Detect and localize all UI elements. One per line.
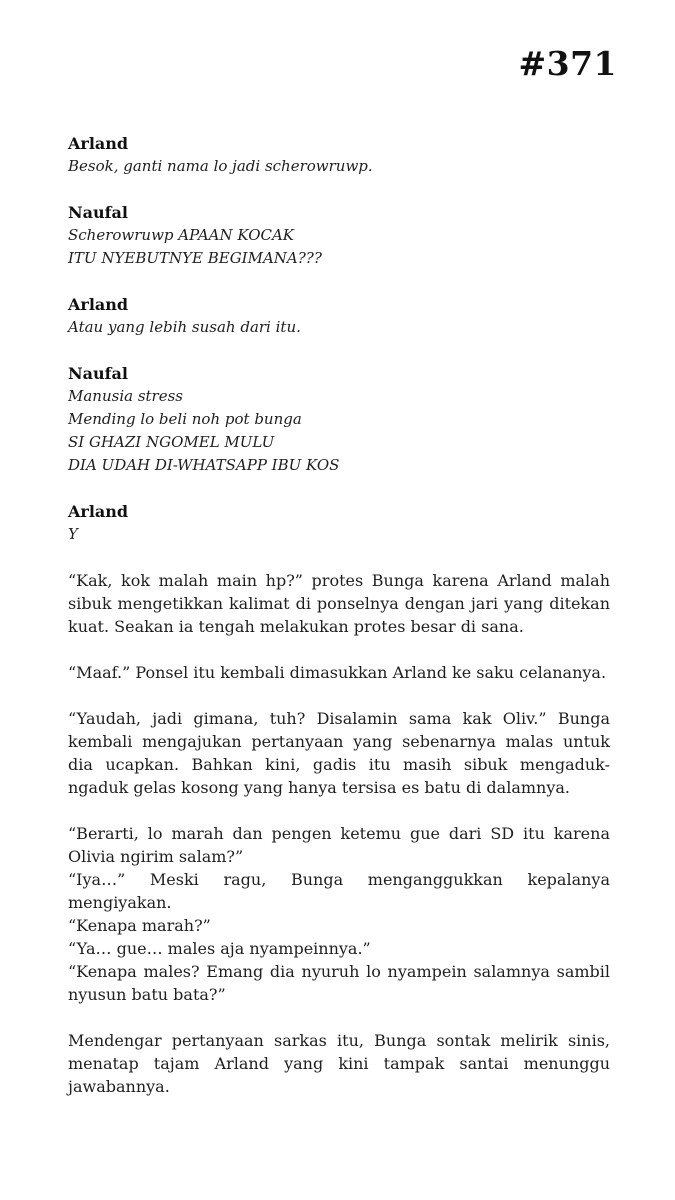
dialogue-line: “Kenapa males? Emang dia nyuruh lo nyampein salamnya sambil nyusun batu bata?” [68, 962, 610, 1004]
chat-line: Scherowruwp APAAN KOCAK [68, 226, 295, 244]
chat-line: DIA UDAH DI-WHATSAPP IBU KOS [68, 456, 340, 474]
dialogue-line: “Berarti, lo marah dan pengen ketemu gue dari SD itu karena Olivia ngirim salam?” [68, 824, 610, 866]
chat-text [68, 224, 610, 270]
chat-text [68, 385, 610, 477]
chat-message [68, 201, 610, 270]
chat-speaker: Arland [68, 134, 129, 153]
chat-line: ITU NYEBUTNYE BEGIMANA??? [68, 249, 322, 267]
story-content [68, 132, 610, 1121]
paragraph: “Yaudah, jadi gimana, tuh? Disalamin sama kak Oliv.” Bunga kembali mengajukan pertanyaan yang sebenarnya malas untuk dia ucapkan. Bahkan kini, gadis itu masih sibuk mengaduk-ngaduk gelas kosong yang hanya tersisa es batu di dalamnya. [68, 709, 610, 797]
dialogue-line: “Ya… gue… males aja nyampeinnya.” [68, 939, 371, 958]
chat-line: Y [68, 525, 78, 543]
dialogue-group [68, 822, 610, 1006]
chat-message [68, 293, 610, 339]
chat-line: SI GHAZI NGOMEL MULU [68, 433, 275, 451]
chat-text [68, 155, 610, 178]
chat-speaker: Naufal [68, 364, 128, 383]
page-number: #371 [518, 44, 617, 83]
paragraph: “Maaf.” Ponsel itu kembali dimasukkan Arland ke saku celananya. [68, 663, 607, 682]
chat-text [68, 523, 610, 546]
chat-message [68, 132, 610, 178]
chat-line: Mending lo beli noh pot bunga [68, 410, 302, 428]
chat-line: Besok, ganti nama lo jadi scherowruwp. [68, 157, 373, 175]
chat-speaker: Arland [68, 502, 129, 521]
chat-line: Manusia stress [68, 387, 183, 405]
narrative [68, 569, 610, 1098]
dialogue-line: “Iya…” Meski ragu, Bunga menganggukkan kepalanya mengiyakan. [68, 870, 610, 912]
dialogue-line: “Kenapa marah?” [68, 916, 211, 935]
chat-message [68, 362, 610, 477]
paragraph: Mendengar pertanyaan sarkas itu, Bunga sontak melirik sinis, menatap tajam Arland yang kini tampak santai menunggu jawabannya. [68, 1031, 610, 1096]
chat-message [68, 500, 610, 546]
chat-text [68, 316, 610, 339]
chat-line: Atau yang lebih susah dari itu. [68, 318, 301, 336]
chat-speaker: Arland [68, 295, 129, 314]
paragraph: “Kak, kok malah main hp?” protes Bunga karena Arland malah sibuk mengetikkan kalimat di ponselnya dengan jari yang ditekan kuat. Seakan ia tengah melakukan protes besar di sana. [68, 571, 610, 636]
chat-speaker: Naufal [68, 203, 128, 222]
